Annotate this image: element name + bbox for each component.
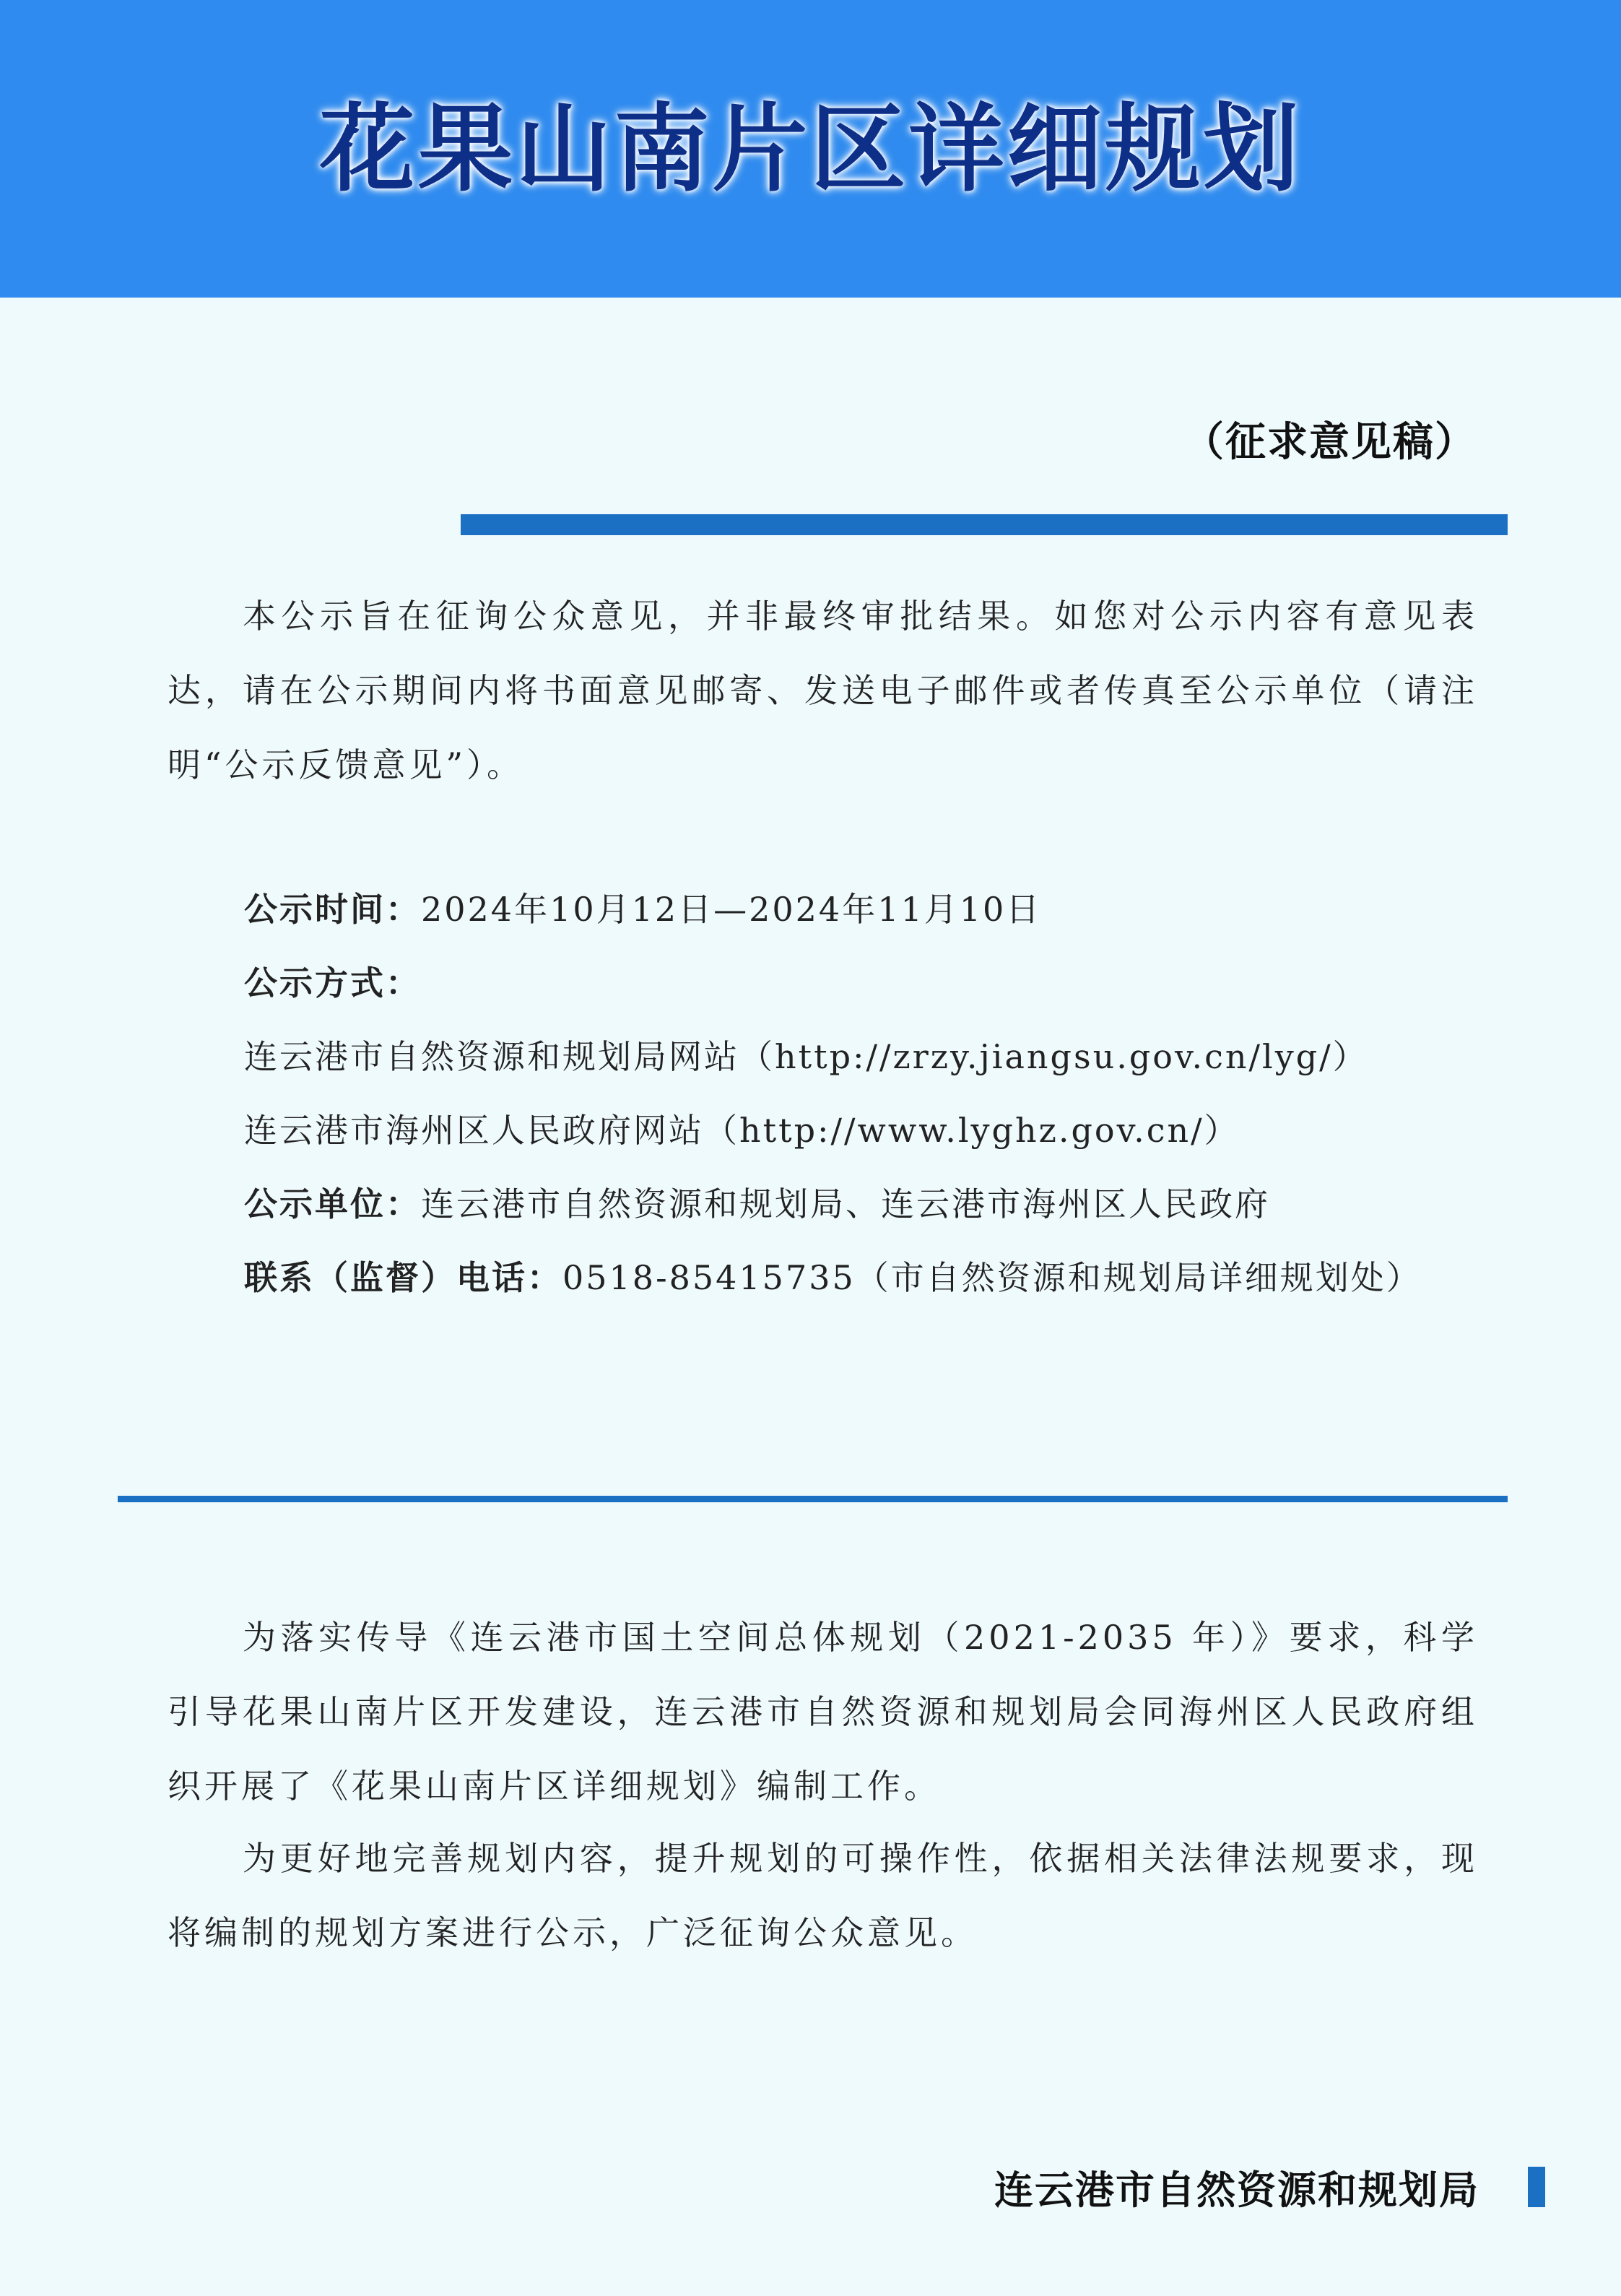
publication-unit-value: 连云港市自然资源和规划局、连云港市海州区人民政府 xyxy=(421,1184,1270,1223)
contact-row xyxy=(244,1241,1422,1314)
contact-value: 0518-85415735（市自然资源和规划局详细规划处） xyxy=(562,1258,1422,1297)
notice-paragraph: 本公示旨在征询公众意见，并非最终审批结果。如您对公示内容有意见表达，请在公示期间内将书面意见邮寄、发送电子邮件或者传真至公示单位（请注明“公示反馈意见”）。 xyxy=(168,597,1478,784)
footer-issuer: 连云港市自然资源和规划局 xyxy=(994,2167,1479,2213)
header-banner xyxy=(0,0,1621,298)
publication-unit-row xyxy=(244,1167,1422,1241)
page-title: 花果山南片区详细规划 xyxy=(319,94,1302,205)
publication-time-label: 公示时间： xyxy=(244,890,421,929)
divider-rule xyxy=(118,1496,1508,1502)
body-paragraph: 为落实传导《连云港市国土空间总体规划（2021-2035 年）》要求，科学引导花果山南片区开发建设，连云港市自然资源和规划局会同海州区人民政府组织开展了《花果山南片区详细规划》编制工作。 xyxy=(168,1618,1478,1806)
accent-rule-top xyxy=(461,514,1508,535)
publication-method-row xyxy=(244,946,1422,1020)
footer-accent-bar xyxy=(1528,2167,1545,2207)
draft-label: （征求意见稿） xyxy=(1183,419,1477,466)
publication-unit-label: 公示单位： xyxy=(244,1184,421,1223)
website-link-lyghz[interactable]: 连云港市海州区人民政府网站（http://www.lyghz.gov.cn/） xyxy=(244,1111,1240,1150)
contact-label: 联系（监督）电话： xyxy=(244,1258,562,1297)
website-link-zrzy[interactable]: 连云港市自然资源和规划局网站（http://zrzy.jiangsu.gov.cn/lyg/） xyxy=(244,1037,1368,1076)
body-paragraph: 为更好地完善规划内容，提升规划的可操作性，依据相关法律法规要求，现将编制的规划方案进行公示，广泛征询公众意见。 xyxy=(168,1839,1478,1952)
publication-method-label: 公示方式： xyxy=(244,963,421,1002)
publication-info xyxy=(244,872,1422,1314)
publication-time-value: 2024年10月12日—2024年11月10日 xyxy=(421,890,1042,929)
publication-time-row xyxy=(244,872,1422,946)
